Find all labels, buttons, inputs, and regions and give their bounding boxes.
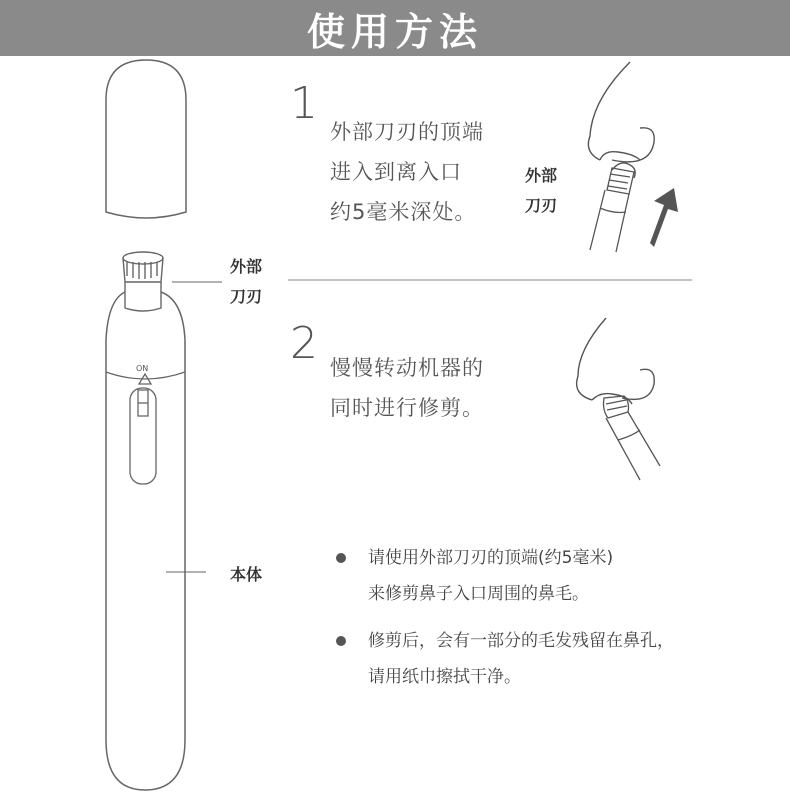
note2-bullet bbox=[336, 636, 346, 646]
step2-text-line: 慢慢转动机器的 bbox=[330, 356, 484, 380]
note1-text-line: 来修剪鼻子入口周围的鼻毛。 bbox=[368, 584, 589, 604]
note1-text bbox=[368, 540, 613, 612]
on-switch bbox=[130, 374, 156, 484]
step1-nose-illustration bbox=[588, 62, 654, 252]
on-switch-label: ON bbox=[136, 364, 149, 373]
body-label: 本体 bbox=[230, 565, 263, 584]
step1-text-line: 外部刀刃的顶端 bbox=[330, 120, 484, 144]
note1-text-line: 请使用外部刀刃的顶端(约5毫米) bbox=[368, 548, 614, 568]
step2-text bbox=[330, 348, 484, 428]
step1-number: 1 bbox=[290, 78, 318, 129]
step1-text-line: 约5毫米深处。 bbox=[330, 200, 477, 224]
outer-blade-label bbox=[230, 252, 262, 312]
trimmer-cap bbox=[106, 60, 186, 218]
step1-illustration-label-line2: 刀刃 bbox=[525, 196, 558, 215]
outer-blade-label-line1: 外部 bbox=[230, 257, 263, 276]
step1-illustration-label bbox=[525, 161, 557, 221]
outer-blade-label-line2: 刀刃 bbox=[230, 287, 263, 306]
step2-nose-illustration bbox=[577, 318, 660, 480]
outer-blade-head bbox=[123, 252, 163, 311]
note2-text-line: 修剪后，会有一部分的毛发残留在鼻孔， bbox=[368, 631, 674, 651]
step1-illustration-label-line1: 外部 bbox=[525, 166, 558, 185]
step2-text-line: 同时进行修剪。 bbox=[330, 396, 484, 420]
step1-text-line: 进入到离入口 bbox=[330, 160, 462, 184]
up-arrow-icon bbox=[650, 188, 678, 247]
step1-trimmer bbox=[590, 168, 634, 252]
step2-trimmer bbox=[604, 396, 661, 480]
step2-number: 2 bbox=[290, 318, 318, 369]
note2-text bbox=[368, 623, 674, 695]
step1-text bbox=[330, 112, 484, 232]
note1-bullet bbox=[336, 553, 346, 563]
page-title: 使用方法 bbox=[306, 9, 483, 54]
note2-text-line: 请用纸巾擦拭干净。 bbox=[368, 667, 521, 687]
